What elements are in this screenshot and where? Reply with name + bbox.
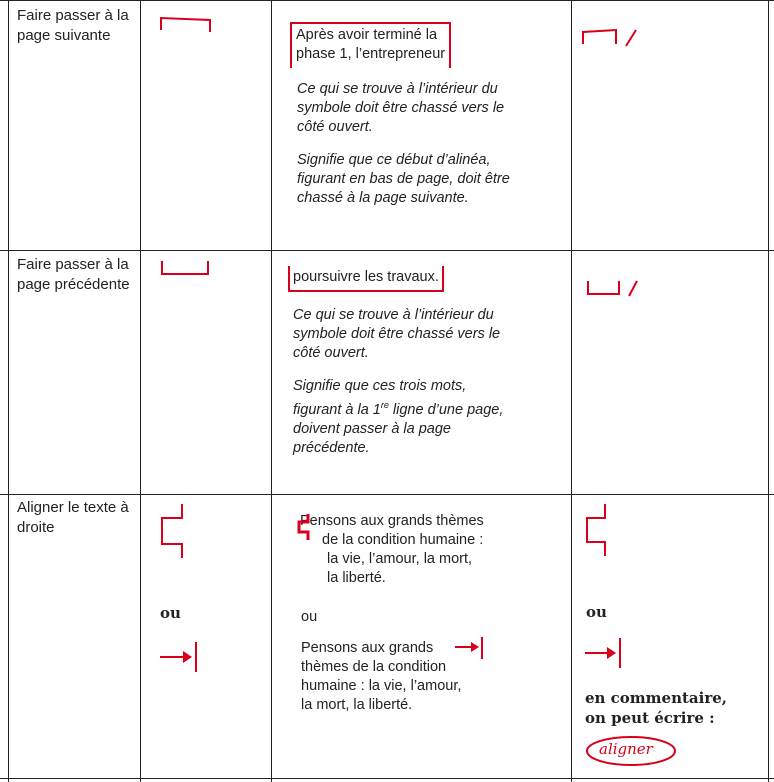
or-text: ou (301, 609, 318, 625)
table-border (140, 0, 141, 782)
marked-text-box (288, 266, 444, 292)
move-next-page-symbol (158, 14, 218, 34)
example-row1 (290, 22, 560, 208)
table-border (8, 0, 9, 782)
align-right-inline-mark (296, 512, 310, 540)
example-note: Ce qui se trouve à l’intérieur du symbole doit être chassé vers le côté ouvert. (293, 307, 501, 361)
example-line: de la condition humaine : (322, 532, 484, 548)
example-note: Ce qui se trouve à l’intérieur du symbole doit être chassé vers le côté ouvert. (297, 81, 505, 135)
example-row3 (296, 512, 566, 715)
handwritten-comment (585, 735, 677, 767)
or-text: ou (586, 603, 607, 621)
example-line: Après avoir terminé la (296, 27, 438, 43)
align-right-arrow-correction (583, 636, 633, 672)
table-border (0, 0, 774, 1)
row-label: Faire passer à la page précédente (17, 256, 130, 293)
align-right-symbol (158, 502, 198, 562)
or-text: ou (160, 604, 181, 622)
comment-line: on peut écrire : (585, 709, 715, 727)
example-line: phase 1, l’entrepreneur (296, 46, 446, 62)
example-note: Signifie que ce début d’alinéa, figurant en bas de page, doit être chassé à la page suivante. (297, 152, 510, 206)
example-line: poursuivre les travaux. (293, 269, 439, 285)
example-line: la mort, la liberté. (301, 697, 413, 713)
row-label: Faire passer à la page suivante (17, 7, 129, 44)
example-line: thèmes de la condition (301, 659, 447, 675)
example-line: Pensons aux grands (301, 640, 434, 656)
example-row2 (288, 266, 562, 458)
table-border (271, 0, 272, 782)
table-border (0, 250, 774, 251)
handwritten-word: aligner (599, 740, 653, 758)
row-label: Aligner le texte à droite (17, 499, 129, 536)
example-line: Pensons aux grands thèmes (300, 513, 484, 529)
comment-text (585, 688, 765, 728)
example-line: la liberté. (327, 570, 386, 586)
align-right-inline-arrow (455, 637, 489, 661)
example-block2 (301, 639, 566, 715)
marked-text-box (290, 22, 451, 68)
table-border (768, 0, 769, 782)
move-next-page-correction (580, 26, 650, 48)
table-border (0, 778, 774, 779)
comment-line: en commentaire, (585, 689, 728, 707)
move-previous-page-correction (585, 278, 655, 300)
table-border (571, 0, 572, 782)
example-line: la vie, l’amour, la mort, (327, 551, 473, 567)
example-note: Signifie que ces trois mots, figurant à la 1re ligne d’une page, doivent passer à la page précédente. (293, 378, 504, 456)
example-line: humaine : la vie, l’amour, (301, 678, 462, 694)
align-right-arrow-symbol (158, 640, 208, 676)
align-right-correction (583, 502, 623, 558)
table-border (0, 494, 774, 495)
move-previous-page-symbol (158, 258, 218, 280)
